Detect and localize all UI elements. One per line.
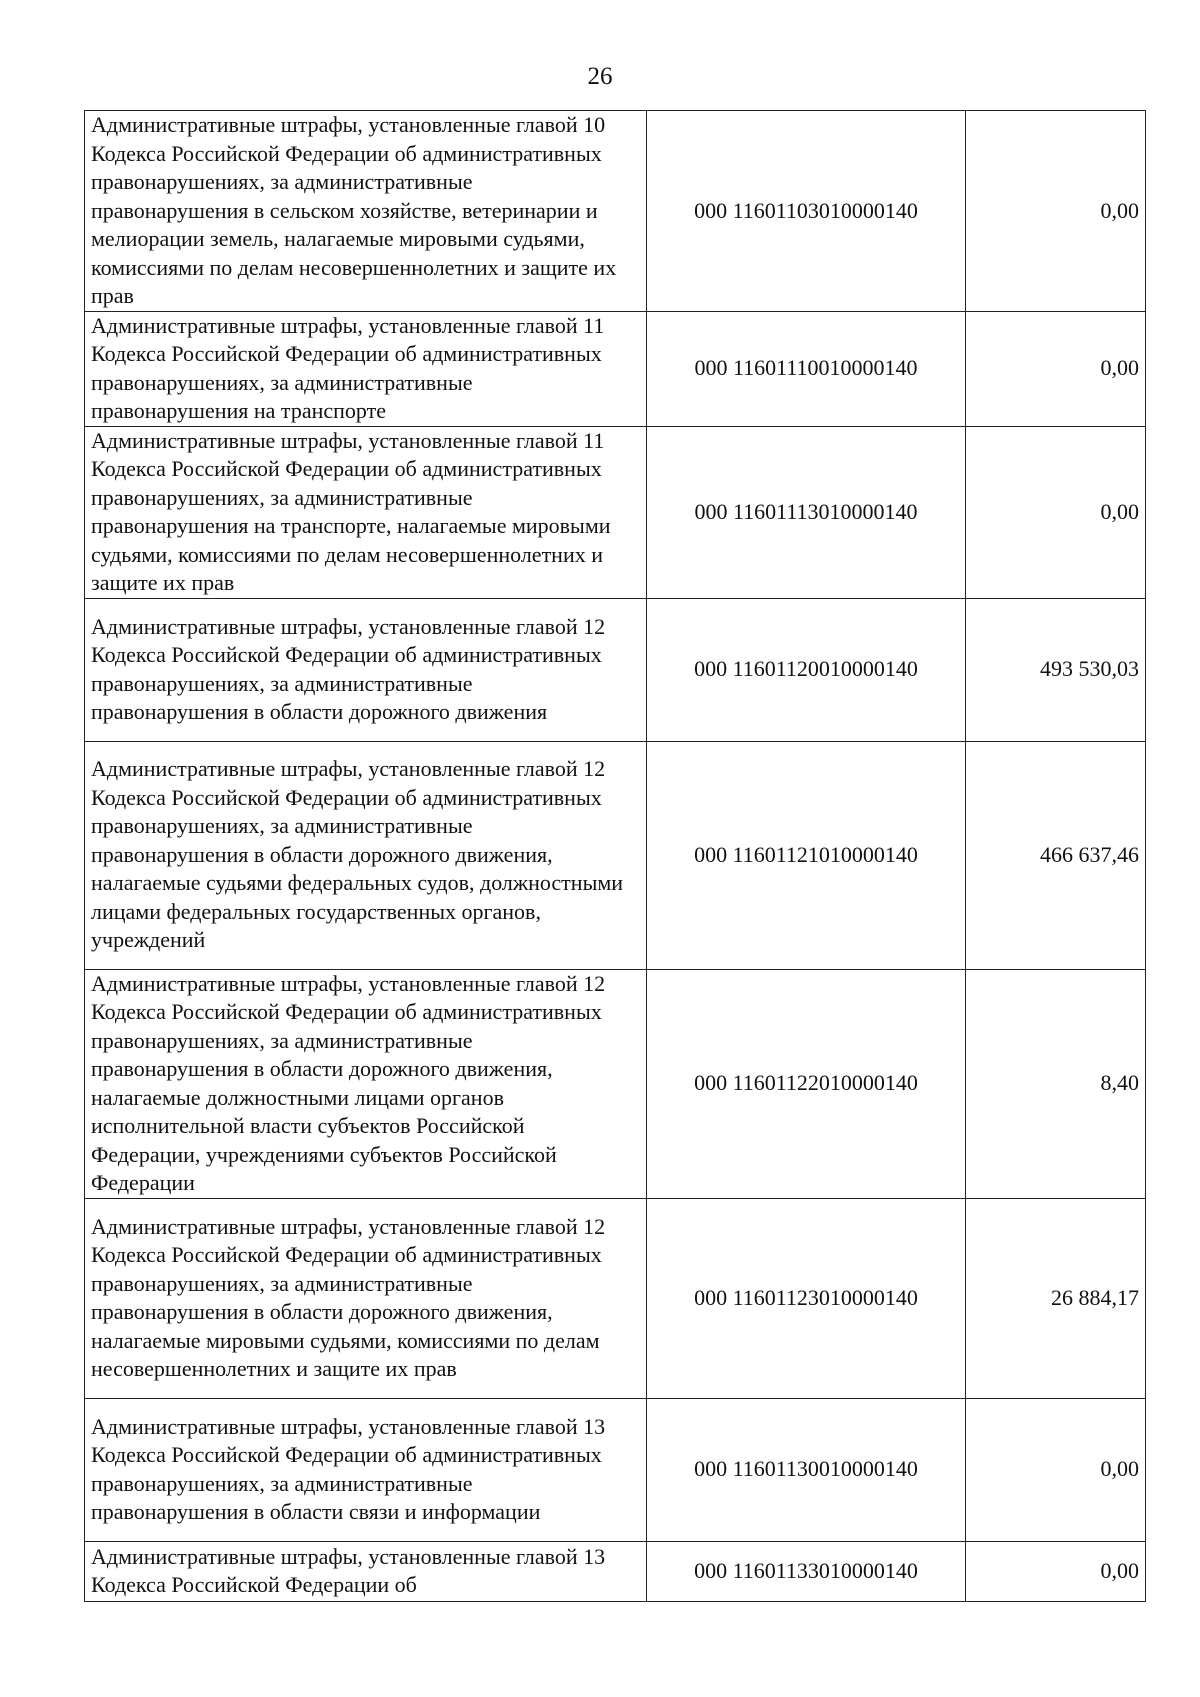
revenue-table (84, 110, 1146, 1602)
description-line: мелиорации земель, налагаемые мировыми судьями, (91, 226, 585, 251)
row-description (85, 311, 647, 426)
row-amount: 0,00 (966, 311, 1146, 426)
table-row (85, 1541, 1146, 1601)
description-line: правонарушения в сельском хозяйстве, ветеринарии и (91, 197, 598, 223)
description-line: правонарушения в области дорожного движения, (91, 841, 553, 867)
description-line: прав (91, 283, 134, 308)
description-line: Кодекса Российской Федерации об административных (91, 642, 602, 667)
description-line: правонарушениях, за административные (91, 369, 473, 395)
table-row (85, 426, 1146, 598)
row-amount: 26 884,17 (966, 1198, 1146, 1398)
row-description (85, 598, 647, 741)
row-description (85, 1198, 647, 1398)
description-line: Кодекса Российской Федерации об административных (91, 456, 602, 481)
description-text (91, 312, 640, 426)
description-line: налагаемые судьями федеральных судов, должностными (91, 870, 624, 896)
table-row (85, 1198, 1146, 1398)
row-amount: 0,00 (966, 111, 1146, 312)
description-line: Кодекса Российской Федерации об административных (91, 1442, 602, 1467)
description-text (91, 1213, 640, 1384)
row-code: 000 11601110010000140 (647, 311, 966, 426)
description-line: несовершеннолетних и защите их прав (91, 1356, 457, 1381)
description-line: Административные штрафы, установленные главой 10 (91, 112, 606, 137)
description-line: защите их прав (91, 570, 235, 595)
row-code: 000 11601130010000140 (647, 1398, 966, 1541)
table-row (85, 311, 1146, 426)
description-line: правонарушения на транспорте (91, 398, 386, 423)
page-number: 26 (587, 63, 613, 90)
description-line: Федерации (91, 1170, 195, 1195)
description-line: Административные штрафы, установленные главой 12 (91, 970, 606, 996)
description-text (91, 613, 640, 727)
description-line: правонарушениях, за административные (91, 1470, 473, 1496)
description-line: судьями, комиссиями по делам несовершеннолетних и (91, 541, 604, 567)
description-line: правонарушения в области связи и информации (91, 1499, 541, 1524)
table-row (85, 969, 1146, 1198)
description-line: Административные штрафы, установленные главой 11 (91, 312, 605, 338)
description-line: учреждений (91, 927, 206, 953)
description-text (91, 1543, 640, 1600)
row-amount: 493 530,03 (966, 598, 1146, 741)
description-text (91, 755, 640, 955)
row-code: 000 11601113010000140 (647, 426, 966, 598)
description-line: правонарушения на транспорте, налагаемые мировыми (91, 513, 611, 538)
description-line: исполнительной власти субъектов Российской (91, 1113, 525, 1138)
row-description (85, 1398, 647, 1541)
row-amount: 0,00 (966, 1398, 1146, 1541)
description-line: Кодекса Российской Федерации об административных (91, 999, 602, 1024)
description-line: Кодекса Российской Федерации об административных (91, 1242, 602, 1267)
description-line: правонарушения в области дорожного движения, (91, 1056, 553, 1081)
row-amount: 466 637,46 (966, 741, 1146, 969)
description-line: Кодекса Российской Федерации об административных (91, 140, 602, 166)
row-code: 000 11601120010000140 (647, 598, 966, 741)
row-description (85, 741, 647, 969)
description-line: Административные штрафы, установленные главой 12 (91, 756, 606, 782)
description-line: правонарушениях, за административные (91, 1027, 473, 1053)
description-line: комиссиями по делам несовершеннолетних и защите их (91, 254, 617, 280)
description-line: правонарушениях, за административные (91, 670, 473, 696)
table-row (85, 1398, 1146, 1541)
row-code: 000 11601121010000140 (647, 741, 966, 969)
table-row (85, 741, 1146, 969)
description-line: правонарушениях, за административные (91, 1270, 473, 1296)
description-line: Федерации, учреждениями субъектов Российской (91, 1141, 557, 1167)
description-line: правонарушениях, за административные (91, 169, 473, 194)
description-line: правонарушениях, за административные (91, 484, 473, 510)
description-line: правонарушения в области дорожного движения (91, 699, 548, 724)
table-row (85, 598, 1146, 741)
description-line: налагаемые должностными лицами органов (91, 1084, 504, 1110)
description-line: налагаемые мировыми судьями, комиссиями по делам (91, 1327, 600, 1353)
row-description (85, 1541, 647, 1601)
row-code: 000 11601122010000140 (647, 969, 966, 1198)
row-amount: 0,00 (966, 426, 1146, 598)
row-code: 000 11601123010000140 (647, 1198, 966, 1398)
description-line: Кодекса Российской Федерации об административных (91, 341, 602, 366)
row-description (85, 969, 647, 1198)
row-code: 000 11601133010000140 (647, 1541, 966, 1601)
row-amount: 0,00 (966, 1541, 1146, 1601)
row-description (85, 426, 647, 598)
description-line: Административные штрафы, установленные главой 12 (91, 613, 606, 639)
description-line: лицами федеральных государственных органов, (91, 898, 541, 924)
description-line: правонарушения в области дорожного движения, (91, 1299, 553, 1324)
table-row (85, 111, 1146, 312)
description-line: Административные штрафы, установленные главой 13 (91, 1413, 606, 1439)
description-text (91, 427, 640, 598)
row-amount: 8,40 (966, 969, 1146, 1198)
row-code: 000 11601103010000140 (647, 111, 966, 312)
description-text (91, 1413, 640, 1527)
description-line: Кодекса Российской Федерации об (91, 1572, 417, 1597)
description-line: Административные штрафы, установленные главой 12 (91, 1213, 606, 1239)
description-line: Кодекса Российской Федерации об административных (91, 784, 602, 810)
description-text (91, 111, 640, 311)
description-line: Административные штрафы, установленные главой 11 (91, 427, 605, 453)
description-text (91, 970, 640, 1198)
description-line: Административные штрафы, установленные главой 13 (91, 1543, 606, 1569)
row-description (85, 111, 647, 312)
description-line: правонарушениях, за административные (91, 813, 473, 839)
